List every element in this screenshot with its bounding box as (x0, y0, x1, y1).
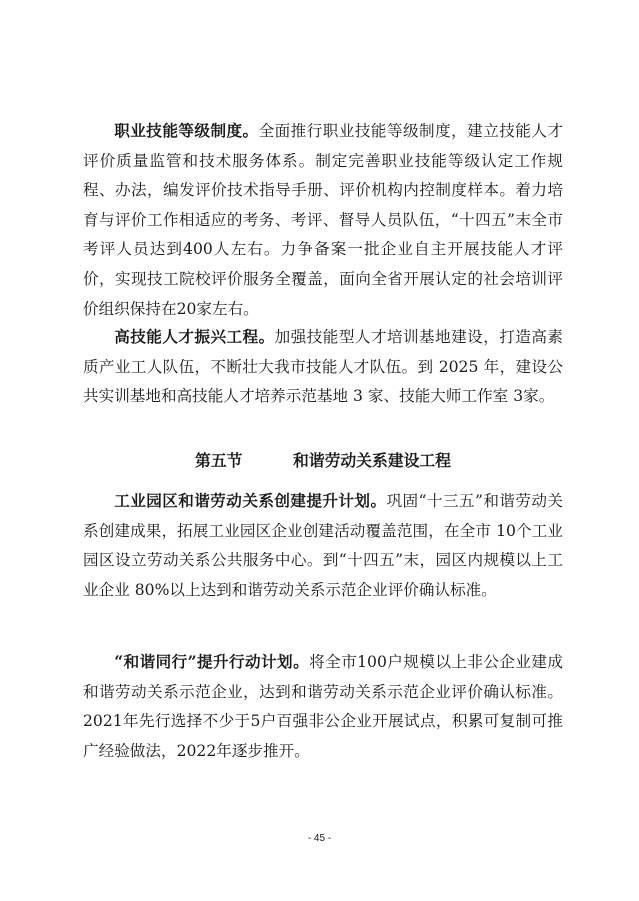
page-number: - 45 - (307, 833, 332, 844)
paragraph-heading: 职业技能等级制度。 (114, 121, 259, 140)
section-name: 和谐劳动关系建设工程 (292, 451, 451, 470)
paragraph-body: 加强技能型人才培训基地建设，打造高素质产业工人队伍，不断壮大我市技能人才队伍。到 2025 年，建设公共实训基地和高技能人才培养示范基地 3 家、技能大师工作室 3家。 (83, 328, 563, 406)
paragraph-body: 巩固“十三五”和谐劳动关系创建成果，拓展工业园区企业创建活动覆盖范围，在全市 10个工业园区设立劳动关系公共服务中心。到“十四五”末，园区内规模以上工业企业 80%以上达到和谐劳动关系示范企业评价确认标准。 (83, 492, 563, 599)
paragraph-harmony-action-plan (83, 647, 563, 766)
paragraph-heading: 工业园区和谐劳动关系创建提升计划。 (114, 491, 387, 510)
paragraph-high-skill-talent (83, 322, 563, 412)
section-title (83, 446, 563, 476)
paragraph-body: 全面推行职业技能等级制度，建立技能人才评价质量监管和技术服务体系。制定完善职业技能等级认定工作规程、办法，编发评价技术指导手册、评价机构内控制度样本。着力培育与评价工作相适应的考务、考评、督导人员队伍，“十四五”末全市考评人员达到400人左右。力争备案一批企业自主开展技能人才评价，实现技工院校评价服务全覆盖，面向全省开展认定的社会培训评价组织保持在20家左右。 (83, 122, 563, 318)
paragraph-industrial-park-plan (83, 486, 563, 605)
section-number: 第五节 (195, 451, 243, 470)
paragraph-skill-level-system (83, 116, 563, 324)
paragraph-heading: “和谐同行”提升行动计划。 (114, 652, 310, 671)
paragraph-body: 将全市100户规模以上非公企业建成和谐劳动关系示范企业，达到和谐劳动关系示范企业评价确认标准。2021年先行选择不少于5户百强非公企业开展试点，积累可复制可推广经验做法，2022年逐步推开。 (83, 653, 563, 760)
paragraph-heading: 高技能人才振兴工程。 (114, 327, 275, 346)
